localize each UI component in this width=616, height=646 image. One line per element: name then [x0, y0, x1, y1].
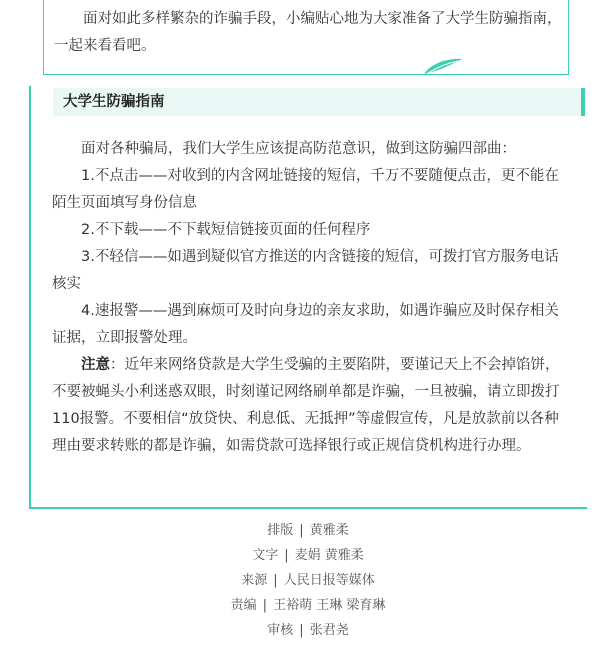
credit-label: 文字	[252, 548, 279, 563]
credit-row	[0, 593, 616, 618]
credit-row	[0, 568, 616, 593]
credit-value: 张君尧	[309, 623, 349, 638]
credit-value: 王裕萌 王琳 梁育琳	[273, 598, 386, 613]
leaf-icon	[422, 56, 464, 80]
section-title: 大学生防骗指南	[63, 94, 165, 110]
note-text: ：近年来网络贷款是大学生受骗的主要陷阱，要谨记天上不会掉馅饼，不要被蝇头小利迷惑双眼，时刻谨记网络刷单都是诈骗，一旦被骗，请立即拨打110报警。不要相信“放贷快、利息低、无抵押”等虚假宣传，凡是放款前以各种理由要求转账的都是诈骗，如需贷款可选择银行或正规信贷机构进行办理。	[52, 357, 560, 454]
intro-text: 面对如此多样繁杂的诈骗手段，小编贴心地为大家准备了大学生防骗指南，一起来看看吧。	[54, 11, 562, 54]
credits	[0, 518, 616, 643]
section-header	[53, 88, 585, 116]
credit-separator: |	[284, 548, 289, 563]
credit-label: 来源	[241, 573, 268, 588]
credit-separator: |	[299, 623, 304, 638]
credit-separator: |	[299, 523, 304, 538]
credit-row	[0, 618, 616, 643]
section-border-left	[29, 86, 31, 509]
credit-separator: |	[273, 573, 278, 588]
paragraph-note	[52, 352, 568, 460]
note-label: 注意	[81, 357, 110, 373]
credit-row	[0, 518, 616, 543]
credit-label: 责编	[230, 598, 257, 613]
credit-label: 审核	[267, 623, 294, 638]
credit-label: 排版	[267, 523, 294, 538]
credit-value: 人民日报等媒体	[283, 573, 375, 588]
credit-row	[0, 543, 616, 568]
paragraph-step-1: 1.不点击——对收到的内含网址链接的短信，千万不要随便点击，更不能在陌生页面填写身份信息	[52, 168, 559, 211]
credit-separator: |	[262, 598, 268, 613]
paragraph-step-4: 4.速报警——遇到麻烦可及时向身边的亲友求助，如遇诈骗应及时保存相关证据，立即报警处理。	[52, 303, 559, 346]
paragraph-step-2: 2.不下载——不下载短信链接页面的任何程序	[81, 222, 371, 238]
paragraph-step-3: 3.不轻信——如遇到疑似官方推送的内含链接的短信，可拨打官方服务电话核实	[52, 249, 559, 292]
credit-value: 麦娟 黄雅柔	[294, 548, 364, 563]
paragraph-intro: 面对各种骗局，我们大学生应该提高防范意识，做到这防骗四部曲：	[81, 141, 516, 157]
section-border-bottom	[29, 507, 587, 509]
section-content	[52, 136, 568, 460]
intro-box	[43, 0, 569, 75]
credit-value: 黄雅柔	[309, 523, 349, 538]
